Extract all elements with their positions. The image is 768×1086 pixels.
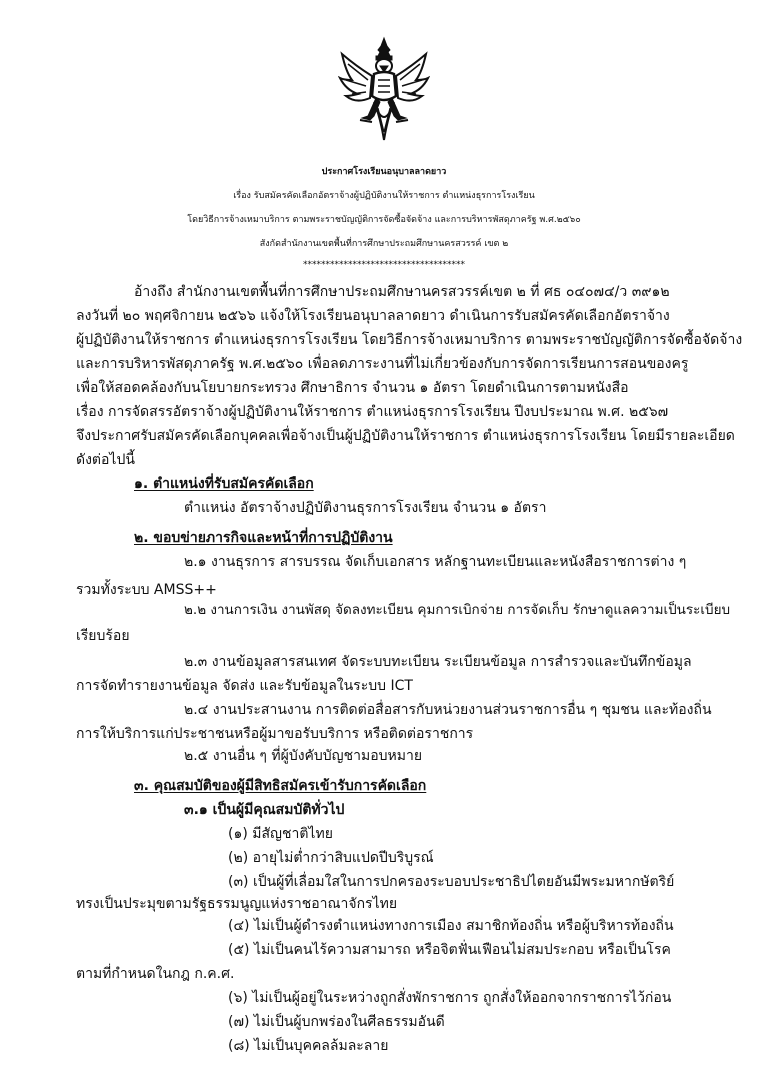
intro-line: เพื่อให้สอดคล้องกับนโยบายกระทรวง ศึกษาธิการ จำนวน ๑ อัตรา โดยดำเนินการตามหนังสือ <box>76 380 629 396</box>
duty-line: การจัดทำรายงานข้อมูล จัดส่ง และรับข้อมูลในระบบ ICT <box>76 678 413 694</box>
qualification-line: (๖) ไม่เป็นผู้อยู่ในระหว่างถูกสั่งพักราชการ ถูกสั่งให้ออกจากราชการไว้ก่อน <box>228 990 672 1006</box>
duty-line: ๒.๑ งานธุรการ สารบรรณ จัดเก็บเอกสาร หลักฐานทะเบียนและหนังสือราชการต่าง ๆ <box>184 554 687 570</box>
duty-line: เรียบร้อย <box>76 628 130 644</box>
intro-line: เรื่อง การจัดสรรอัตราจ้างผู้ปฏิบัติงานให้ราชการ ตำแหน่งธุรการโรงเรียน ปีงบประมาณ พ.ศ. ๒๕๖๗ <box>76 404 669 420</box>
intro-line: ลงวันที่ ๒๐ พฤศจิกายน ๒๕๖๖ แจ้งให้โรงเรียนอนุบาลลาดยาว ดำเนินการรับสมัครคัดเลือกอัตราจ้าง <box>76 308 670 324</box>
section-2-heading: ๒. ขอบข่ายภารกิจและหน้าที่การปฏิบัติงาน <box>134 530 393 546</box>
qualification-line: (๕) ไม่เป็นคนไร้ความสามารถ หรือจิตฟั่นเฟือนไม่สมประกอบ หรือเป็นโรค <box>228 942 671 958</box>
qualification-line: (๗) ไม่เป็นผู้บกพร่องในศีลธรรมอันดี <box>228 1014 445 1030</box>
qualification-line: (๑) มีสัญชาติไทย <box>228 826 333 842</box>
section-3-heading: ๓. คุณสมบัติของผู้มีสิทธิสมัครเข้ารับการคัดเลือก <box>134 778 427 794</box>
section-1-text: ตำแหน่ง อัตราจ้างปฏิบัติงานธุรการโรงเรียน จำนวน ๑ อัตรา <box>184 500 547 516</box>
intro-line: จึงประกาศรับสมัครคัดเลือกบุคคลเพื่อจ้างเป็นผู้ปฏิบัติงานให้ราชการ ตำแหน่งธุรการโรงเรียน โดยมีรายละเอียด <box>76 428 735 444</box>
intro-line: ดังต่อไปนี้ <box>76 452 135 468</box>
intro-line: อ้างถึง สำนักงานเขตพื้นที่การศึกษาประถมศึกษานครสวรรค์เขต ๒ ที่ ศธ ๐๔๐๗๔/ว ๓๙๑๒ <box>134 284 670 300</box>
qualification-line: ตามที่กำหนดในกฎ ก.ค.ศ. <box>76 966 235 982</box>
intro-line: ผู้ปฏิบัติงานให้ราชการ ตำแหน่งธุรการโรงเรียน โดยวิธีการจ้างเหมาบริการ ตามพระราชบัญญัติการจัดซื้อจัดจ้าง <box>76 332 743 348</box>
duty-line: ๒.๔ งานประสานงาน การติดต่อสื่อสารกับหน่วยงานส่วนราชการอื่น ๆ ชุมชน และท้องถิ่น <box>184 702 712 718</box>
garuda-emblem-icon <box>338 36 430 144</box>
announcement-subject: เรื่อง รับสมัครคัดเลือกอัตราจ้างผู้ปฏิบัติงานให้ราชการ ตำแหน่งธุรการโรงเรียน <box>233 191 535 201</box>
qualification-line: (๒) อายุไม่ต่ำกว่าสิบแปดปีบริบูรณ์ <box>228 850 434 866</box>
separator-line: ************************************ <box>303 260 465 270</box>
qualification-line: ทรงเป็นประมุขตามรัฐธรรมนูญแห่งราชอาณาจักรไทย <box>76 896 398 912</box>
section-1-heading: ๑. ตำแหน่งที่รับสมัครคัดเลือก <box>134 476 314 492</box>
announcement-method: โดยวิธีการจ้างเหมาบริการ ตามพระราชบัญญัติการจัดซื้อจัดจ้าง และการบริหารพัสดุภาครัฐ พ.ศ.๒๕๖๐ <box>187 215 581 225</box>
qualification-line: (๔) ไม่เป็นผู้ดำรงตำแหน่งทางการเมือง สมาชิกท้องถิ่น หรือผู้บริหารท้องถิ่น <box>228 918 674 934</box>
section-3-subheading: ๓.๑ เป็นผู้มีคุณสมบัติทั่วไป <box>184 802 345 818</box>
duty-line: ๒.๕ งานอื่น ๆ ที่ผู้บังคับบัญชามอบหมาย <box>184 748 423 764</box>
announcement-affiliation: สังกัดสำนักงานเขตพื้นที่การศึกษาประถมศึกษานครสวรรค์ เขต ๒ <box>259 239 509 249</box>
duty-line: การให้บริการแก่ประชาชนหรือผู้มาขอรับบริการ หรือติดต่อราชการ <box>76 726 474 742</box>
qualification-line: (๓) เป็นผู้ที่เลื่อมใสในการปกครองระบอบประชาธิปไตยอันมีพระมหากษัตริย์ <box>228 874 675 890</box>
announcement-title: ประกาศโรงเรียนอนุบาลลาดยาว <box>321 167 447 177</box>
duty-line: ๒.๒ งานการเงิน งานพัสดุ จัดลงทะเบียน คุมการเบิกจ่าย การจัดเก็บ รักษาดูแลความเป็นระเบียบ <box>184 602 731 618</box>
qualification-line: (๘) ไม่เป็นบุคคลล้มละลาย <box>228 1038 389 1054</box>
duty-line: รวมทั้งระบบ AMSS++ <box>76 582 217 598</box>
duty-line: ๒.๓ งานข้อมูลสารสนเทศ จัดระบบทะเบียน ระเบียนข้อมูล การสำรวจและบันทึกข้อมูล <box>184 654 692 670</box>
intro-line: และการบริหารพัสดุภาครัฐ พ.ศ.๒๕๖๐ เพื่อลดภาระงานที่ไม่เกี่ยวข้องกับการจัดการเรียนการสอนของครู <box>76 356 689 372</box>
